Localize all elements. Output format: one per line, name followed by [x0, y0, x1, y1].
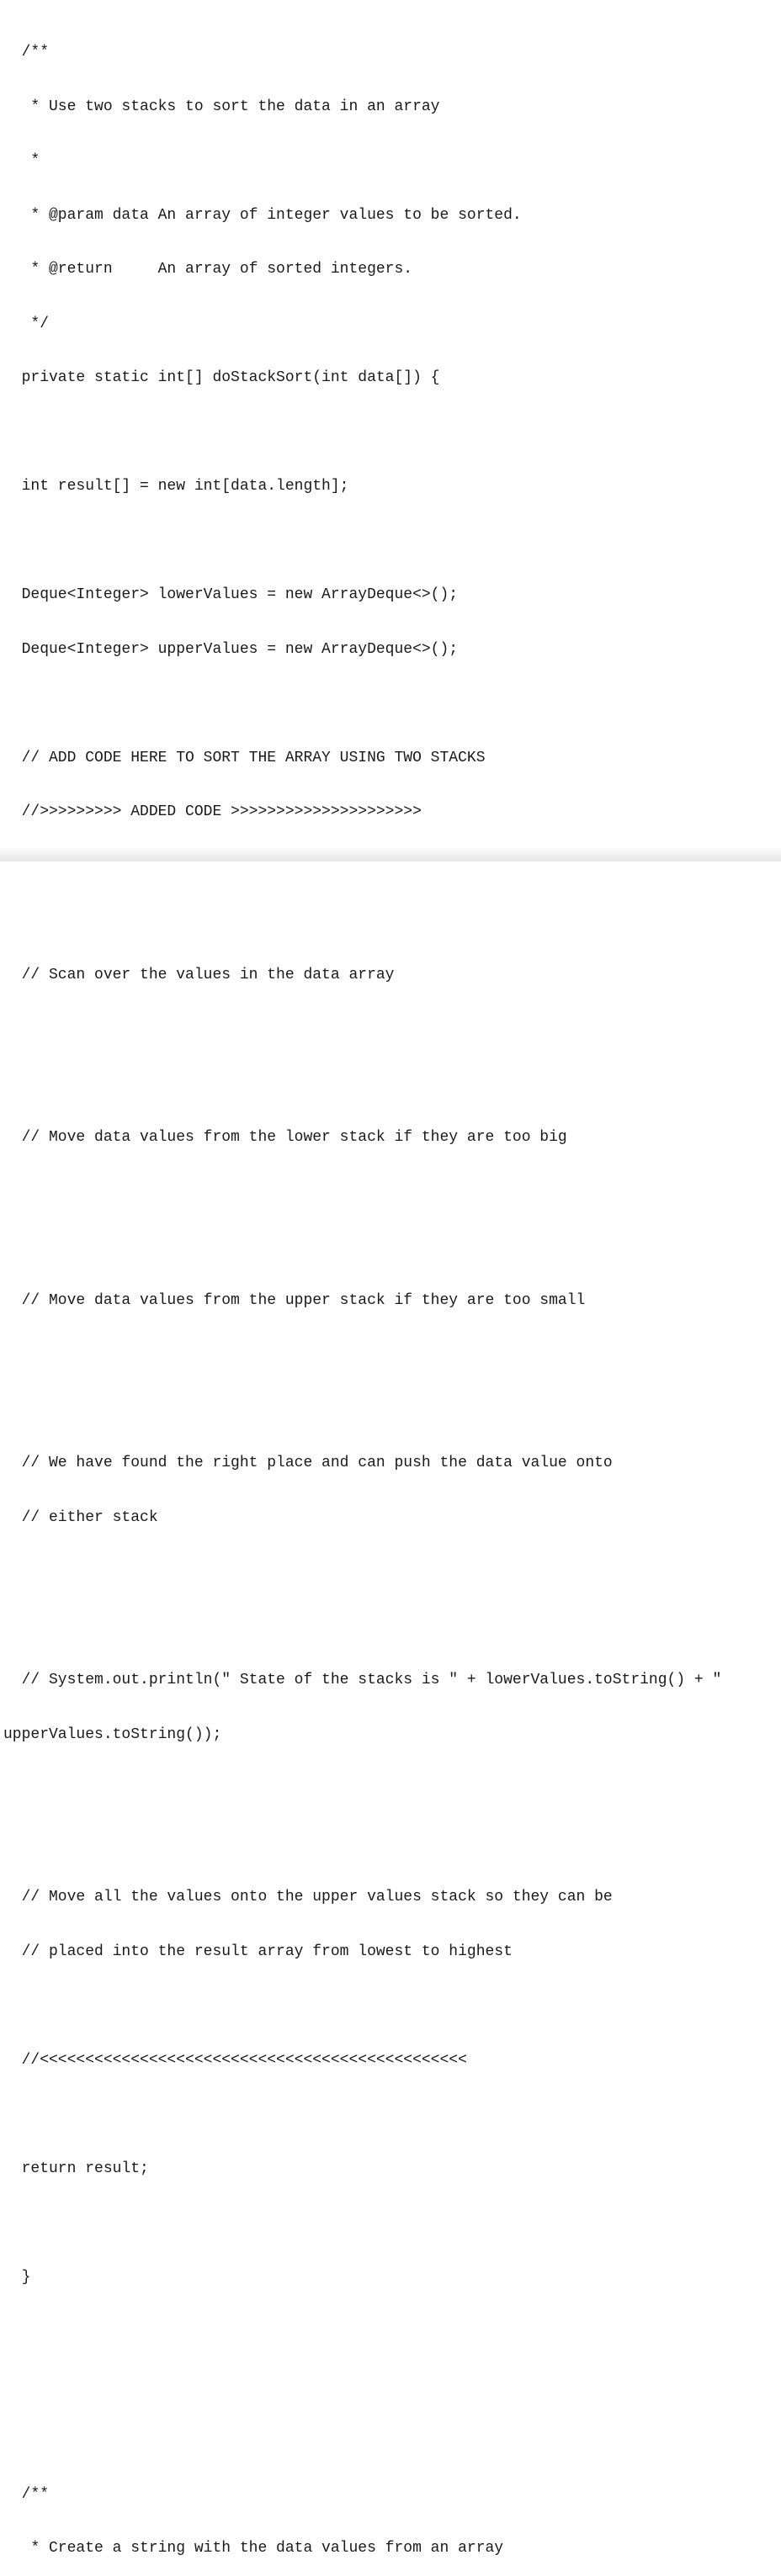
code-line: // Scan over the values in the data array	[3, 966, 395, 983]
code-line: }	[3, 2268, 31, 2286]
code-line: /**	[3, 44, 50, 61]
code-listing	[3, 8, 778, 2576]
code-line	[3, 1075, 778, 1094]
code-line	[3, 1020, 778, 1039]
code-line: Deque<Integer> upperValues = new ArrayDeque<>();	[3, 640, 459, 658]
code-line	[3, 2106, 778, 2124]
code-line	[3, 424, 778, 443]
code-line	[3, 1563, 778, 1582]
code-line: // either stack	[3, 1508, 158, 1526]
code-line: Deque<Integer> lowerValues = new ArrayDeque<>();	[3, 586, 459, 603]
code-line	[3, 695, 778, 713]
code-line: //>>>>>>>>> ADDED CODE >>>>>>>>>>>>>>>>>>>>>	[3, 803, 422, 820]
code-line: * Use two stacks to sort the data in an array	[3, 98, 440, 115]
code-line: upperValues.toString());	[3, 1725, 222, 1743]
code-line	[3, 1401, 778, 1419]
code-line: // Move data values from the upper stack if they are too small	[3, 1291, 586, 1309]
code-line: * @param data An array of integer values to be sorted.	[3, 206, 522, 224]
code-line	[3, 2431, 778, 2450]
code-line: return result;	[3, 2160, 149, 2177]
code-line	[3, 2377, 778, 2396]
code-line	[3, 912, 778, 930]
code-line: * Create a string with the data values from an array	[3, 2540, 504, 2557]
code-line	[3, 2214, 778, 2233]
code-line	[3, 533, 778, 551]
code-line: int result[] = new int[data.length];	[3, 478, 349, 495]
code-line: private static int[] doStackSort(int data[]) {	[3, 369, 440, 386]
code-line	[3, 858, 778, 877]
code-line: // placed into the result array from lowest to highest	[3, 1943, 513, 1960]
code-line: // System.out.println(" State of the stacks is " + lowerValues.toString() + "	[3, 1672, 722, 1688]
code-line	[3, 1780, 778, 1799]
code-line	[3, 2323, 778, 2341]
code-line	[3, 1835, 778, 1853]
code-line	[3, 1346, 778, 1365]
code-line	[3, 1997, 778, 2016]
code-line: // Move data values from the lower stack if they are too big	[3, 1129, 567, 1146]
code-line: */	[3, 315, 50, 332]
code-line: // We have found the right place and can push the data value onto	[3, 1455, 613, 1471]
code-line: //<<<<<<<<<<<<<<<<<<<<<<<<<<<<<<<<<<<<<<<<<<<<<<<	[3, 2051, 467, 2069]
code-line: *	[3, 152, 40, 169]
code-line: // Move all the values onto the upper values stack so they can be	[3, 1889, 613, 1905]
code-line	[3, 1184, 778, 1202]
code-line: /**	[3, 2485, 50, 2503]
code-line: // ADD CODE HERE TO SORT THE ARRAY USING TWO STACKS	[3, 749, 486, 766]
code-line: * @return An array of sorted integers.	[3, 261, 413, 278]
code-line	[3, 1618, 778, 1636]
code-line	[3, 1238, 778, 1256]
